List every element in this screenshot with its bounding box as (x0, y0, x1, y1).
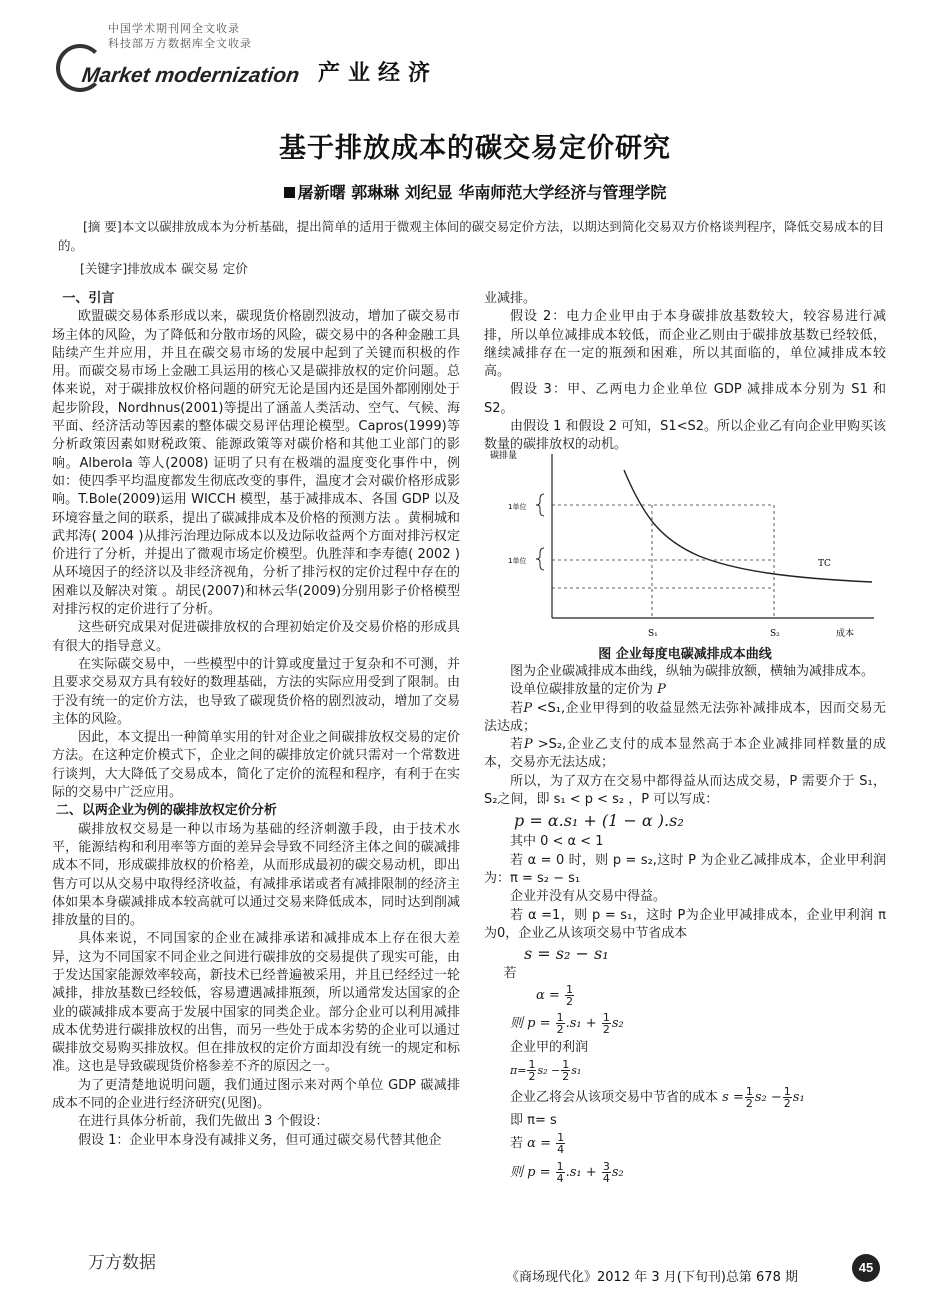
paragraph: 在实际碳交易中，一些模型中的计算或度量过于复杂和不可测，并且要求交易双方具有较好的数理基础，方法的实际应用受到了限制。由于没有统一的定价方法，也导致了碳现货价格的剧烈波动，增加了交易主体的风险。 (52, 656, 460, 727)
fraction (561, 1059, 570, 1082)
term: s₁ (792, 1089, 805, 1105)
article-title: 基于排放成本的碳交易定价研究 (279, 133, 671, 164)
figure-caption: 图 企业每度电碳减排成本曲线 (598, 647, 772, 662)
fraction (565, 984, 574, 1007)
brace-icon (536, 494, 544, 516)
right-column-bottom (484, 663, 886, 1188)
bullet-square-icon (284, 187, 295, 198)
denominator: 2 (745, 1096, 753, 1110)
alpha: α = (527, 1136, 551, 1152)
denominator: 4 (556, 1172, 564, 1186)
term: s₂ (611, 1016, 624, 1032)
paragraph: 若 α = 0 时，则 p = s₂,这时 P 为企业乙减排成本，企业甲利润为：π = s₂ − s₁ (484, 852, 886, 886)
numerator: 1 (602, 1011, 610, 1025)
paragraph: 这些研究成果对促进碳排放权的合理初始定价及交易价格的形成具有很大的指导意义。 (52, 620, 460, 654)
paragraph: 为了更清楚地说明问题，我们通过图示来对两个单位 GDP 碳减排成本不同的企业进行经济研究(见图)。 (52, 1077, 460, 1112)
denominator: 2 (602, 1023, 610, 1037)
paragraph: 欧盟碳交易体系形成以来，碳现货价格剧烈波动，增加了碳交易市场主体的风险，为了降低和分散市场的风险，碳交易中的各种金融工具陆续产生并应用，并且在碳交易市场的发展中起到了关键而积极的作用。而碳交易市场上金融工具运用的核心又是碳排放权的定价问题。总体来说，对于碳排放权价格问题的研究无论是国内还是国外都刚刚处于起步阶段，Nordhnus(2001)等提出了涵盖人类活动、空气、气候、海平面、经济活动等因素的整体碳交易评估理论模型。Capros(1999)等分析政策因素如财税政策、能源政策等对碳价格和其他工业部门的影响。Alberola 等人(2008) 证明了只有在极端的温度变化事件中，例如：使四季平均温度都发生彻底改变的事件，温度才会对碳价格形成影响。T.Bole(2009)运用 WICCH 模型，基于减排成本、各国 GDP 以及环境容量之间的联系，提出了碳减排成本及价格的预测方法 。黄桐城和武邦涛( 2004 )从排污治理边际成本以及边际收益两个方面对排污权定价进行了分析，并提出了微观市场定价模型。仇胜萍和李寿德( 2002 )从环境因子的经济以及非经济视角，分析了排污权的定价过程中存在的困难以及解决对策 。胡民(2007)和林云华(2009)分别用影子价格模型对排污权的定价进行了分析。 (52, 309, 460, 618)
cost-curve-svg (484, 448, 886, 644)
level-label-1: 1单位 (508, 503, 527, 511)
fraction (745, 1086, 754, 1109)
paragraph: 若P <S₁,企业甲得到的收益显然无法弥补减排成本，因而交易无法达成； (484, 700, 886, 734)
paragraph: 在进行具体分析前，我们先做出 3 个假设： (78, 1114, 329, 1130)
paragraph: 碳排放权交易是一种以市场为基础的经济刺激手段，由于技术水平，能源结构和利用率等方面的差异会导致不同经济主体之间的碳减排成本不同，形成碳排放权的价格差，从而形成最初的碳交易动机，即出售方可以从交易中取得经济收益，有减排承诺或者有减排限制的经济主体如果本身碳减排成本较高就可以通过交易来降低成本，同时达到削减排放量的目的。 (52, 821, 460, 929)
fraction (556, 1132, 565, 1155)
equation-alpha-quarter (484, 1130, 886, 1158)
keywords: [关键字]排放成本 碳交易 定价 (80, 261, 248, 276)
lhs: 则 p = (510, 1165, 551, 1181)
fraction (556, 1161, 565, 1184)
logo-wordmark: Market modernization (80, 64, 301, 87)
paragraph: 所以，为了双方在交易中都得益从而达成交易，P 需要介于 S₁，S₂之间，即 s₁ < p < s₂ ，P 可以写成： (484, 773, 886, 808)
lhs: 则 p = (510, 1016, 551, 1032)
author-list: 屠新曙 郭琳琳 刘纪显 华南师范大学经济与管理学院 (297, 183, 667, 202)
denominator: 2 (528, 1070, 536, 1084)
paragraph: 具体来说，不同国家的企业在减排承诺和减排成本上存在很大差异，这为不同国家不同企业之间进行碳排放的交易提供了现实可能，由于发达国家能源效率较高，新技术已经普遍被采用，并且已经经过一轮减排，排放基数已经较低，容易遭遇减排瓶颈，所以通常发达国家的企业的碳减排成本要高于发展中国家的同类企业。部分企业可以利用减排成本优势进行碳排放权的出售，而另一些处于成本劣势的企业可以通过碳排放交易购买排放权。但在排放权的定价方面却没有统一的规定和标准。这也是导致碳现货价格参差不齐的原因之一。 (52, 931, 460, 1075)
logo-line-2: 科技部万方数据库全文收录 (108, 37, 252, 50)
abstract-text: [摘 要]本文以碳排放成本为分析基础，提出简单的适用于微观主体间的碳交易定价方法，以期达到简化交易双方价格谈判程序，降低交易成本的目的。 (58, 219, 885, 253)
level-label-2: 1单位 (508, 557, 527, 565)
numerator: 1 (783, 1084, 791, 1098)
fraction (783, 1086, 792, 1109)
paragraph: 即 π= s (510, 1112, 557, 1128)
denominator: 4 (602, 1172, 610, 1186)
right-column-top (484, 290, 886, 455)
paragraph: 若 α =1，则 p = s₁，这时 P为企业甲减排成本，企业甲利润 π 为0，企业乙从该项交易中节省成本 (484, 907, 886, 941)
paragraph: 若P >S₂,企业乙支付的成本显然高于本企业减排同样数量的成本，交易亦无法达成； (484, 737, 886, 771)
fraction (602, 1161, 611, 1184)
left-column (52, 290, 460, 1150)
section-tag: 产业经济 (318, 61, 439, 86)
denominator: 2 (783, 1096, 791, 1110)
paragraph: 企业并没有从交易中得益。 (510, 889, 667, 905)
tc-curve (624, 470, 872, 582)
numerator: 3 (602, 1160, 610, 1174)
lhs: π= (510, 1063, 527, 1077)
page-number: 45 (852, 1254, 880, 1282)
section-heading-analysis: 二、以两企业为例的碳排放权定价分析 (55, 803, 277, 819)
equation-saving: s = s₂ − s₁ (524, 944, 609, 964)
journal-citation: 《商场现代化》2012 年 3 月(下旬刊)总第 678 期 (506, 1270, 798, 1285)
term: s₂ (611, 1165, 624, 1181)
curve-label: TC (818, 559, 831, 569)
authors (0, 180, 950, 203)
numerator: 1 (745, 1084, 753, 1098)
paragraph: 假设 3：甲、乙两电力企业单位 GDP 减排成本分别为 S1 和 S2。 (484, 382, 886, 416)
text: <S₁,企业甲得到的收益显然无法弥补减排成本，因而交易无法达成； (484, 700, 886, 734)
logo-line-1: 中国学术期刊网全文收录 (108, 22, 240, 35)
term: s₁ (571, 1063, 582, 1077)
equation-alpha-half (484, 983, 886, 1009)
equation-price: p = α.s₁ + (1 − α ).s₂ (514, 811, 684, 831)
watermark: 万方数据 (88, 1253, 156, 1273)
abstract (58, 217, 900, 255)
alpha: α = (536, 988, 560, 1004)
tick-s2: S₂ (770, 629, 780, 639)
lhs: s = (722, 1089, 744, 1105)
denominator: 2 (556, 1023, 564, 1037)
term: .s₁ + (565, 1165, 597, 1181)
paragraph: 企业甲的利润 (510, 1040, 589, 1056)
paragraph: 图为企业碳减排成本曲线，纵轴为碳排放额，横轴为减排成本。 (510, 664, 875, 679)
paragraph: 设单位碳排放量的定价为 P (510, 682, 666, 698)
paragraph-saving (484, 1084, 886, 1112)
paragraph: 由假设 1 和假设 2 可知，S1<S2。所以企业乙有向企业甲购买该数量的碳排放权的动机。 (484, 419, 887, 453)
numerator: 1 (557, 1131, 565, 1145)
tick-s1: S₁ (648, 629, 658, 639)
text: 若 (510, 1136, 524, 1152)
paragraph: 假设 1：企业甲本身没有减排义务，但可通过碳交易代替其他企 (78, 1132, 442, 1148)
numerator: 1 (556, 1160, 564, 1174)
equation-profit (484, 1058, 886, 1084)
denominator: 2 (565, 995, 573, 1009)
paragraph: 若 (503, 966, 517, 982)
fraction (556, 1012, 565, 1035)
text: 若 (510, 737, 524, 753)
numerator: 1 (528, 1058, 536, 1072)
text: 设单位碳排放量的定价为 (510, 682, 654, 698)
term: s₂ − (754, 1089, 782, 1105)
paragraph: 因此，本文提出一种简单实用的针对企业之间碳排放权交易的定价方法。在这种定价模式下，企业之间的碳排放定价就只需对一个常数进行谈判，大大降低了交易成本，简化了定价的流程和程序，有利于在实际的交易中广泛应用。 (52, 730, 460, 801)
text: >S₂,企业乙支付的成本显然高于本企业减排同样数量的成本，交易亦无法达成； (484, 737, 886, 771)
numerator: 1 (562, 1058, 570, 1072)
numerator: 1 (565, 983, 573, 997)
section-heading-intro: 一、引言 (62, 291, 115, 306)
numerator: 1 (556, 1011, 564, 1025)
fraction (527, 1059, 536, 1082)
figure-cost-curve (484, 448, 886, 644)
journal-logo (52, 22, 302, 94)
paragraph: 业减排。 (484, 291, 537, 306)
fraction (602, 1012, 611, 1035)
paragraph: 假设 2：电力企业甲由于本身碳排放基数较大，较容易进行减排，所以单位减排成本较低，而企业乙则由于碳排放基数已经较低，继续减排存在一定的瓶颈和困难，所以其面临的，单位减排成本较高。 (484, 309, 886, 380)
x-axis-label: 成本 (836, 629, 855, 639)
y-axis-label: 碳排量 (490, 451, 518, 461)
denominator: 4 (557, 1143, 565, 1157)
text: 若 (510, 700, 524, 716)
equation-p-half (484, 1009, 886, 1039)
brace-icon (536, 548, 544, 570)
term: s₂ − (537, 1063, 561, 1077)
equation-p-quarter (484, 1158, 886, 1188)
paragraph: 其中 0 < α < 1 (510, 834, 604, 850)
text: 企业乙将会从该项交易中节省的成本 (510, 1089, 719, 1105)
term: .s₁ + (565, 1016, 597, 1032)
denominator: 2 (562, 1070, 570, 1084)
